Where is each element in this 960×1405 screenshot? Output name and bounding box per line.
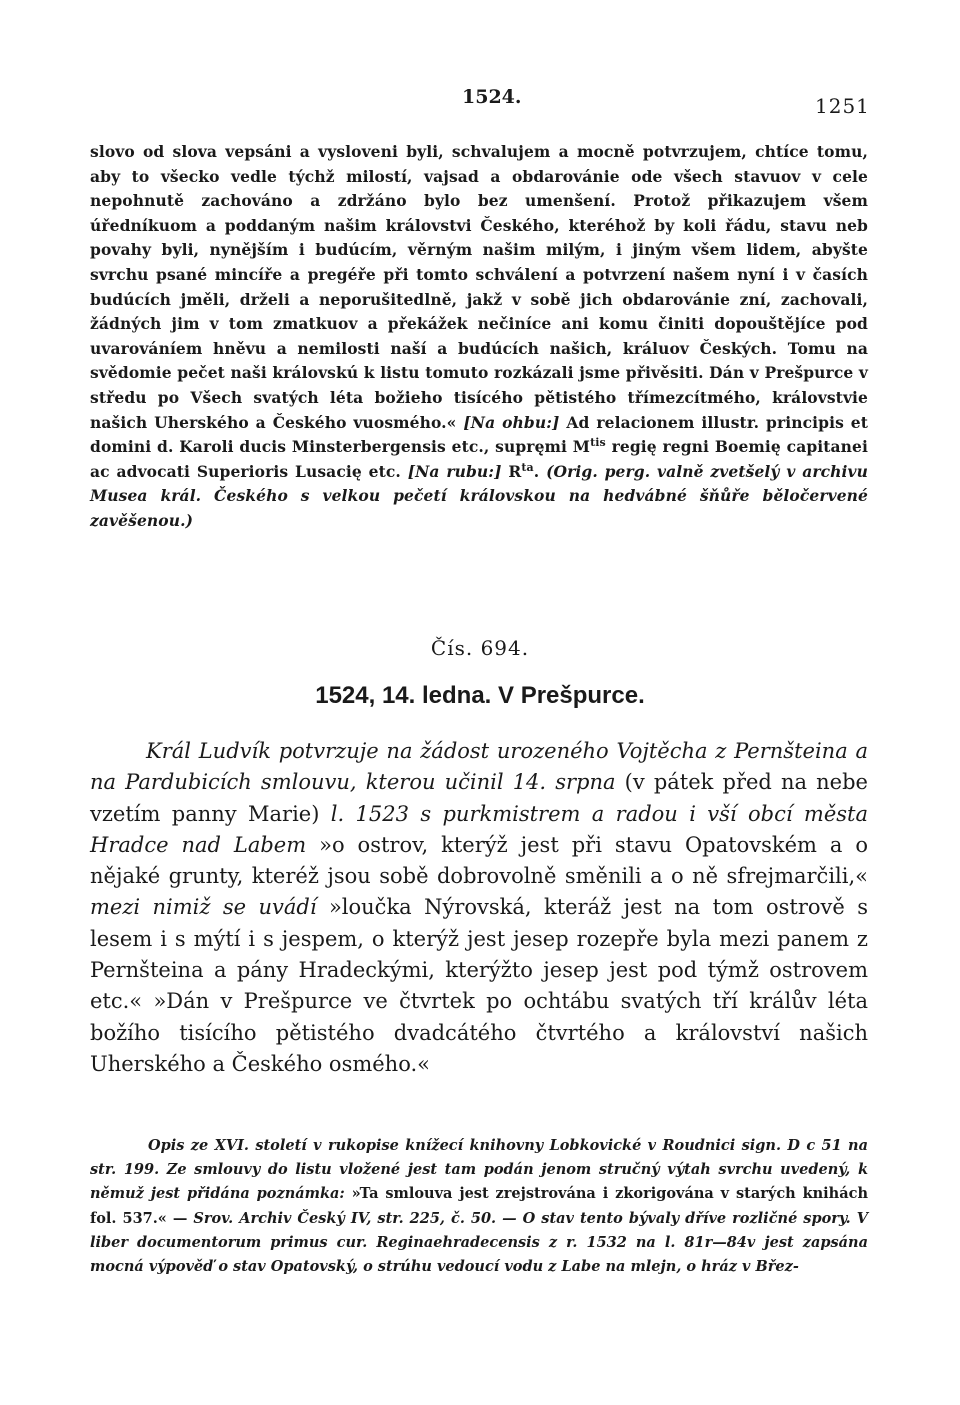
page-number: 1251 xyxy=(815,94,870,118)
regest-part-e: mezi nimiž se uvádí xyxy=(90,895,317,920)
relacion-note: Ad relacionem illustr. principis et domini d. Karoli ducis Minsterbergensis etc., suprę̨mi M xyxy=(90,412,869,457)
charter-text-continued xyxy=(90,140,868,534)
note-part-a: Opis ze XVI. století v rukopise knížecí knihovny Lobkovické v Roudnici sign. D c 51 na str. 199. Ze smlouvy do listu vložené jest tam podán jenom stručný výtah svrchu uvedený, k němuž jest přidána poznámka: xyxy=(90,1137,868,1203)
running-year: 1524. xyxy=(462,86,522,108)
regest-paragraph xyxy=(90,736,868,1080)
regest-part-c: l. 1523 s purkmistrem a radou i vší obcí města Hradce nad Labem xyxy=(90,801,868,857)
document-dateline: 1524, 14. ledna. V Prešpurce. xyxy=(315,682,645,709)
registration-mark: R xyxy=(508,461,522,481)
note-part-c: Srov. Archiv Český IV, str. 225, č. 50. — O stav tento bývaly dříve rozličné spory. V liber documentorum primus cur. Reginaehradecensis z r. 1532 na l. 81 xyxy=(90,1209,868,1251)
document-number: Čís. 694. xyxy=(430,636,530,660)
regest-part-b: (v pátek před na nebe vzetím panny Marie) xyxy=(90,770,868,826)
regest-quote-2: »loučka Nýrovská, kteráž jest na tom ostrově s lesem i s mýtí i s jespem, o kterýž jest jesep rozepře byla mezi panem z Pernšteina a pány Hradeckými, kterýžto jesep jest pod týmž ostrovem etc.« »Dán v Prešpurce ve čtvrtek po ochtábu svatých tří králův léta božího tisícího pětistého dvadcátého čtvrtého a království našich Uherského a Českého osmého.« xyxy=(90,895,869,1076)
source-apparatus-note xyxy=(90,1134,868,1279)
dorse-note-back: [Na rubu:] xyxy=(407,461,502,481)
note-part-e: —84 xyxy=(712,1233,747,1251)
note-quote: »Ta smlouva jest zrejstrována i zkorigována v starých knihách fol. 537.« — xyxy=(90,1185,868,1227)
registration-superscript: ta xyxy=(521,460,534,474)
regest-quote-1: »o ostrov, kterýž jest při stavu Opatovském a o nějaké grunty, kteréž jsou sobě dobrovolně směnili a o ně sfrejmarčili,« xyxy=(90,832,868,889)
relacion-note-cont: regię regni Boemię capitanei ac advocati Superioris Lusacię etc. xyxy=(90,437,868,481)
relacion-superscript: tis xyxy=(590,435,606,449)
note-superscript-v: v xyxy=(746,1233,756,1251)
dorse-note-fold: [Na ohbu:] xyxy=(463,412,560,432)
registration-punct: . xyxy=(533,461,547,481)
source-note: (Orig. perg. valně zvetšelý v archivu Musea král. Českého s velkou pečetí královskou na hedvábné šňůře běločervené zavěšenou.) xyxy=(90,461,869,530)
charter-text: slovo od slova vepsáni a vysloveni byli, schvalujem a mocně potvrzujem, chtíce tomu, aby to všecko vedle týchž milostí, vajsad a obdarovánie ode všech stavuov v cele nepohnutě zachováno a zdržáno bylo bez umenšení. Protož přikazujem všem úředníkuom a poddaným našim královstvi Českého, kteréhož by koli řádu, stavu neb povahy byli, nynějším i budúcím, věrným našim milým, i jiným všem lidem, abyšte svrchu psané mincíře a pregéře při tomto schválení a potvrzení našem nyní i v časích budúcích jměli, drželi a neporušitedlně, jakž v sobě jich obdarovánie zní, zachovali, žádných jim v tom zmatkuov a překážek nečiníce ani komu činiti dopouštějíce pod uvarováníem hněvu a nemilosti naší a budúcích našich, králuov Českých. Tomu na svědomie pečet naši královskú k listu tomuto rozkázali jsme přivěsiti. Dán v Prešpurce v středu po Všech svatých léta božieho tisícého pětistého třímezcítmého, královstvie našich Uherského a Českého vuosmého.« xyxy=(90,142,868,432)
note-superscript-r: r xyxy=(704,1233,713,1251)
regest-part-a: Král Ludvík potvrzuje na žádost urozeného Vojtěcha z Pernšteina a na Pardubicích smlouvu, kterou učinil 14. srpna xyxy=(90,739,868,795)
page-header xyxy=(0,80,960,120)
note-part-g: jest zapsána mocná výpověď o stav Opatovský, o strúhu vedoucí vodu z Labe na mlejn, o hráz v Břez- xyxy=(90,1233,868,1276)
